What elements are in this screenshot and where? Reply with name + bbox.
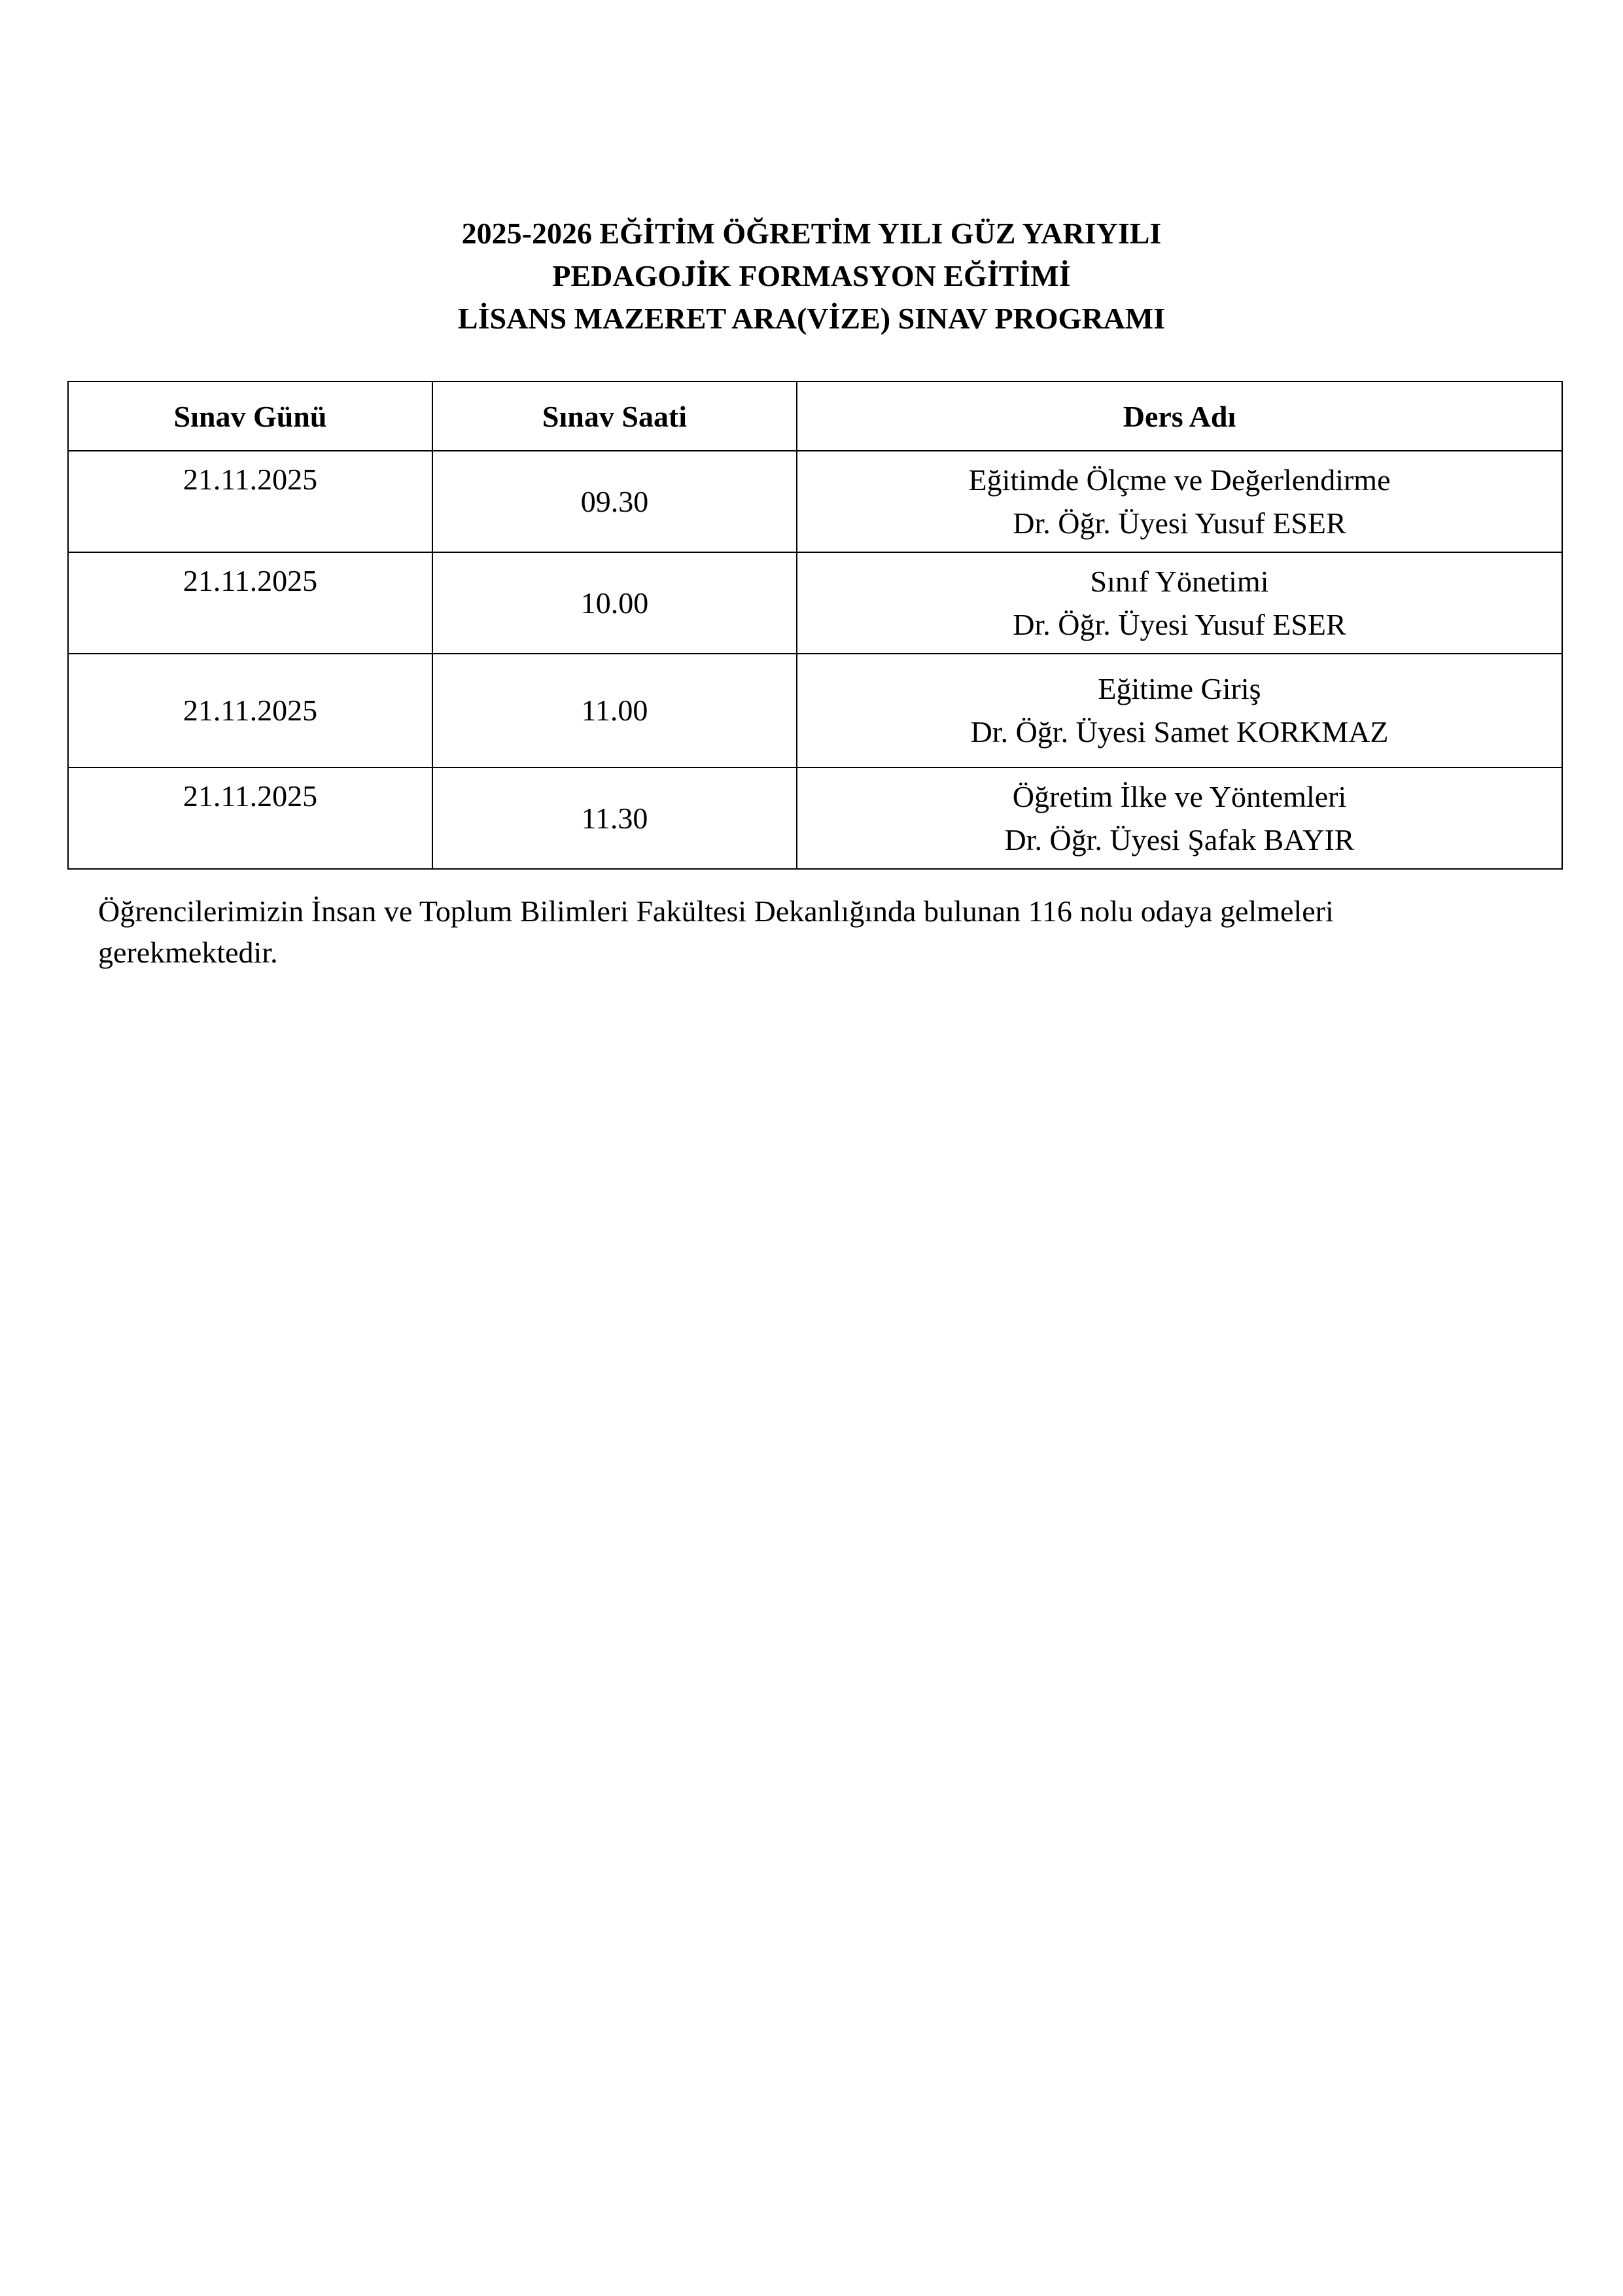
exam-time-cell: 11.30 xyxy=(432,768,797,869)
title-line-academic-year: 2025-2026 EĞİTİM ÖĞRETİM YILI GÜZ YARIYILI xyxy=(461,217,1162,250)
instructor-name: Dr. Öğr. Üyesi Yusuf ESER xyxy=(1013,506,1346,540)
title-line-exam-schedule: LİSANS MAZERET ARA(VİZE) SINAV PROGRAMI xyxy=(457,302,1166,335)
course-cell xyxy=(797,768,1562,869)
instructor-name: Dr. Öğr. Üyesi Şafak BAYIR xyxy=(1004,822,1355,857)
course-cell xyxy=(797,654,1562,768)
table-row xyxy=(68,451,1562,552)
table-row xyxy=(68,768,1562,869)
column-header-exam-date: Sınav Günü xyxy=(68,381,432,451)
exam-date-cell: 21.11.2025 xyxy=(68,451,432,552)
instructor-name: Dr. Öğr. Üyesi Samet KORKMAZ xyxy=(970,715,1389,749)
exam-date-cell: 21.11.2025 xyxy=(68,654,432,768)
table-row xyxy=(68,654,1562,768)
course-name: Sınıf Yönetimi xyxy=(1090,564,1269,598)
exam-schedule-table xyxy=(67,381,1563,870)
course-name: Eğitime Giriş xyxy=(1098,672,1261,705)
course-name: Eğitimde Ölçme ve Değerlendirme xyxy=(968,463,1391,497)
column-header-exam-time: Sınav Saati xyxy=(432,381,797,451)
table-row xyxy=(68,552,1562,654)
course-cell xyxy=(797,451,1562,552)
instructor-name: Dr. Öğr. Üyesi Yusuf ESER xyxy=(1013,607,1346,641)
title-line-program: PEDAGOJİK FORMASYON EĞİTİMİ xyxy=(552,259,1071,292)
course-cell xyxy=(797,552,1562,654)
table-header-row xyxy=(68,381,1562,451)
column-header-course-name: Ders Adı xyxy=(797,381,1562,451)
exam-date-cell: 21.11.2025 xyxy=(68,552,432,654)
exam-location-note: Öğrencilerimizin İnsan ve Toplum Bilimleri Fakültesi Dekanlığında bulunan 116 nolu odaya gelmeleri gerekmektedir. xyxy=(98,894,1334,969)
exam-time-cell: 11.00 xyxy=(432,654,797,768)
course-name: Öğretim İlke ve Yöntemleri xyxy=(1012,779,1347,813)
document-title xyxy=(0,212,1623,340)
exam-date-cell: 21.11.2025 xyxy=(68,768,432,869)
exam-time-cell: 10.00 xyxy=(432,552,797,654)
exam-time-cell: 09.30 xyxy=(432,451,797,552)
